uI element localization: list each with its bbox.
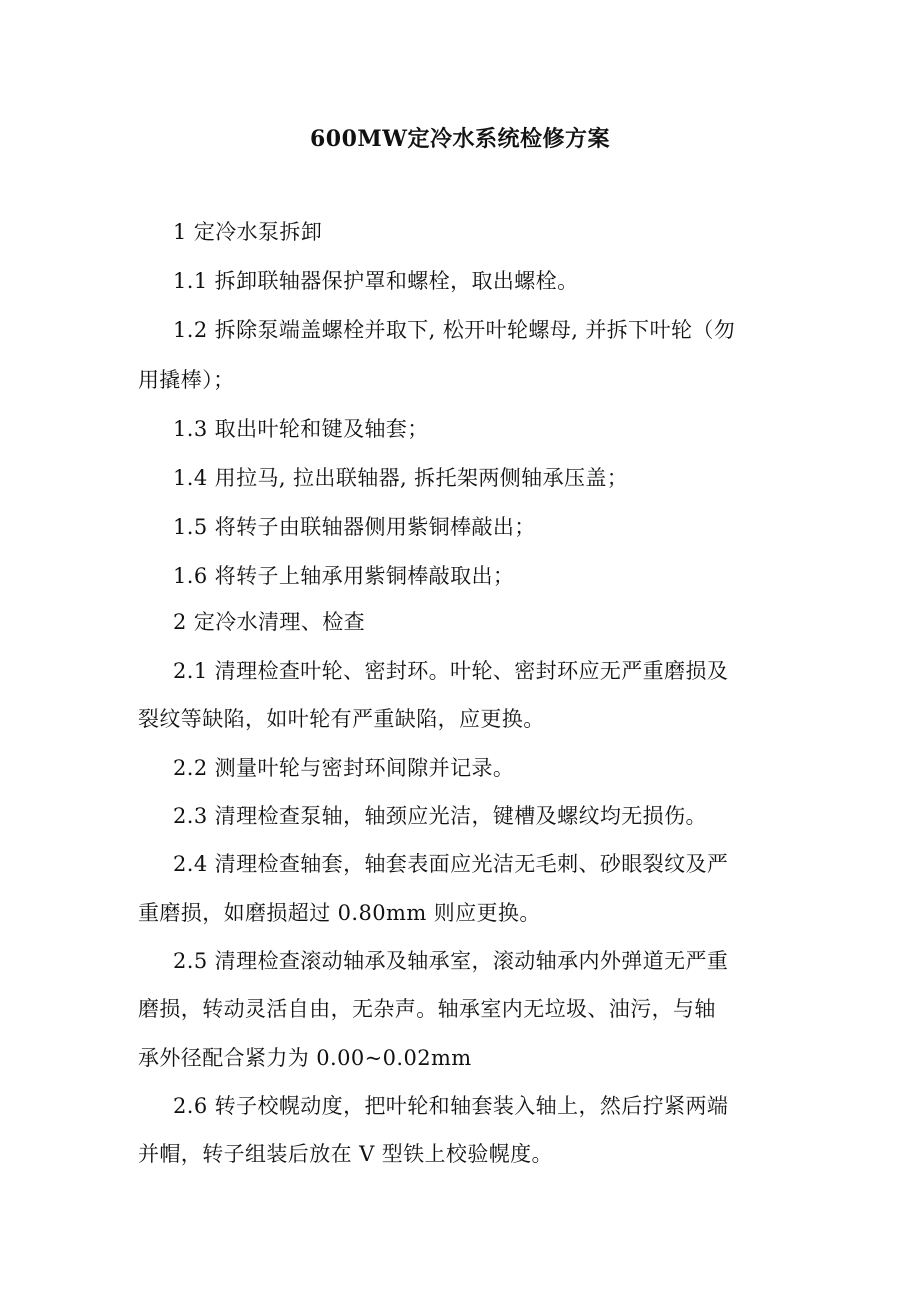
step-1-5: 1.5 将转子由联轴器侧用紫铜棒敲出； [173,515,536,539]
step-2-5: 2.5 清理检查滚动轴承及轴承室，滚动轴承内外弹道无严重 [173,949,729,973]
step-2-3: 2.3 清理检查泵轴，轴颈应光洁，键槽及螺纹均无损伤。 [173,804,707,828]
step-2-5-continued-1: 磨损，转动灵活自由，无杂声。轴承室内无垃圾、油污，与轴 [138,997,716,1021]
section-heading-1: 1 定冷水泵拆卸 [173,220,323,244]
step-2-6: 2.6 转子校幌动度，把叶轮和轴套装入轴上，然后拧紧两端 [173,1094,729,1118]
step-1-3: 1.3 取出叶轮和键及轴套； [173,417,429,441]
step-2-5-continued-2: 承外径配合紧力为 0.00~0.02mm [138,1046,472,1070]
step-1-1: 1.1 拆卸联轴器保护罩和螺栓，取出螺栓。 [173,269,579,293]
step-2-6-continued: 并帽，转子组装后放在 V 型铁上校验幌度。 [138,1142,553,1166]
step-1-2-continued: 用撬棒）； [138,368,235,392]
step-2-1: 2.1 清理检查叶轮、密封环。叶轮、密封环应无严重磨损及 [173,659,729,683]
step-1-4: 1.4 用拉马, 拉出联轴器, 拆托架两侧轴承压盖； [173,466,629,490]
step-1-2: 1.2 拆除泵端盖螺栓并取下, 松开叶轮螺母, 并拆下叶轮（勿 [173,318,736,342]
step-2-1-continued: 裂纹等缺陷，如叶轮有严重缺陷，应更换。 [138,707,545,731]
step-2-2: 2.2 测量叶轮与密封环间隙并记录。 [173,756,515,780]
step-2-4: 2.4 清理检查轴套，轴套表面应光洁无毛刺、砂眼裂纹及严 [173,852,729,876]
step-1-6: 1.6 将转子上轴承用紫铜棒敲取出； [173,564,515,588]
section-heading-2: 2 定冷水清理、检查 [173,610,366,634]
step-2-4-continued: 重磨损，如磨损超过 0.80mm 则应更换。 [138,901,541,925]
document-title: 600MW定冷水系统检修方案 [310,126,610,152]
